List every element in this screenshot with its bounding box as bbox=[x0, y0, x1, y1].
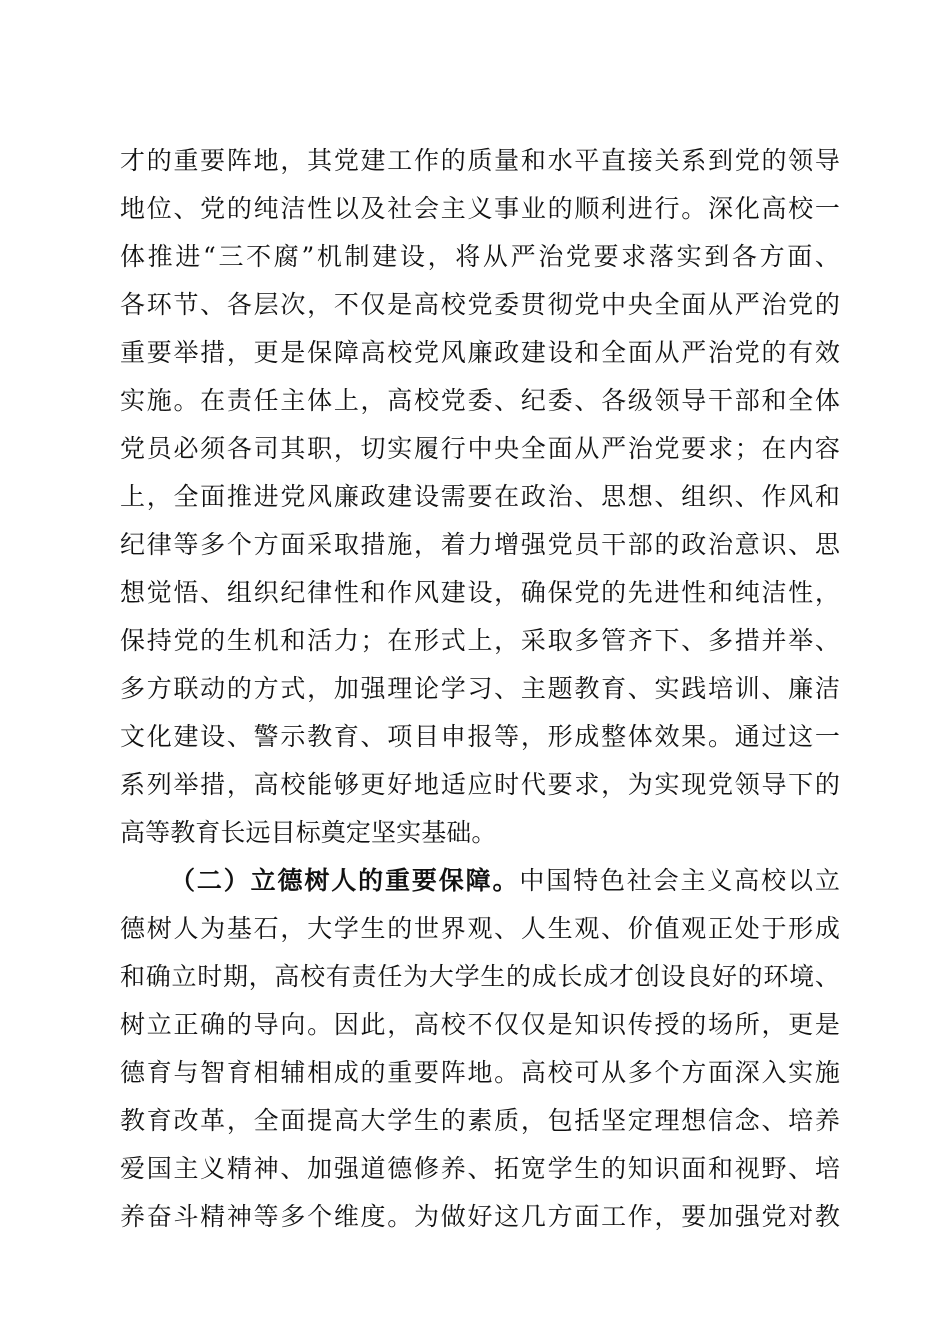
text-line: 纪律等多个方面采取措施，着力增强党员干部的政治意识、思 bbox=[120, 530, 840, 559]
text-line: 德育与智育相辅相成的重要阵地。高校可从多个方面深入实施 bbox=[120, 1058, 840, 1087]
text-line: 保持党的生机和活力；在形式上，采取多管齐下、多措并举、 bbox=[120, 626, 840, 655]
text-line: 各环节、各层次，不仅是高校党委贯彻党中央全面从严治党的 bbox=[120, 290, 840, 319]
paragraph-1 bbox=[120, 137, 840, 857]
text-line: 实施。在责任主体上，高校党委、纪委、各级领导干部和全体 bbox=[120, 386, 840, 415]
text-line: 爱国主义精神、加强道德修养、拓宽学生的知识面和视野、培 bbox=[120, 1154, 840, 1183]
text-line: 才的重要阵地，其党建工作的质量和水平直接关系到党的领导 bbox=[120, 146, 840, 175]
text-line: 党员必须各司其职，切实履行中央全面从严治党要求；在内容 bbox=[120, 434, 840, 463]
text-line: 重要举措，更是保障高校党风廉政建设和全面从严治党的有效 bbox=[120, 338, 840, 367]
section-heading: （二）立德树人的重要保障。 bbox=[170, 866, 520, 895]
paragraph-2-first-line bbox=[120, 857, 840, 905]
text-line: 体推进“三不腐”机制建设，将从严治党要求落实到各方面、 bbox=[120, 242, 840, 271]
heading-line-continuation: 中国特色社会主义高校以立 bbox=[519, 866, 841, 895]
document-body bbox=[120, 137, 840, 1241]
text-line: 和确立时期，高校有责任为大学生的成长成才创设良好的环境、 bbox=[120, 962, 840, 991]
paragraph-2 bbox=[120, 857, 840, 1241]
text-line: 系列举措，高校能够更好地适应时代要求，为实现党领导下的 bbox=[120, 770, 840, 799]
text-line: 德树人为基石，大学生的世界观、人生观、价值观正处于形成 bbox=[120, 914, 840, 943]
text-line: 多方联动的方式，加强理论学习、主题教育、实践培训、廉洁 bbox=[120, 674, 840, 703]
text-line: 高等教育长远目标奠定坚实基础。 bbox=[120, 818, 497, 847]
text-line: 上，全面推进党风廉政建设需要在政治、思想、组织、作风和 bbox=[120, 482, 840, 511]
text-line: 树立正确的导向。因此，高校不仅仅是知识传授的场所，更是 bbox=[120, 1010, 840, 1039]
text-line: 地位、党的纯洁性以及社会主义事业的顺利进行。深化高校一 bbox=[120, 194, 840, 223]
text-line: 文化建设、警示教育、项目申报等，形成整体效果。通过这一 bbox=[120, 722, 840, 751]
text-line: 养奋斗精神等多个维度。为做好这几方面工作，要加强党对教 bbox=[120, 1202, 840, 1231]
text-line: 教育改革，全面提高大学生的素质，包括坚定理想信念、培养 bbox=[120, 1106, 840, 1135]
text-line: 想觉悟、组织纪律性和作风建设，确保党的先进性和纯洁性， bbox=[120, 578, 840, 607]
